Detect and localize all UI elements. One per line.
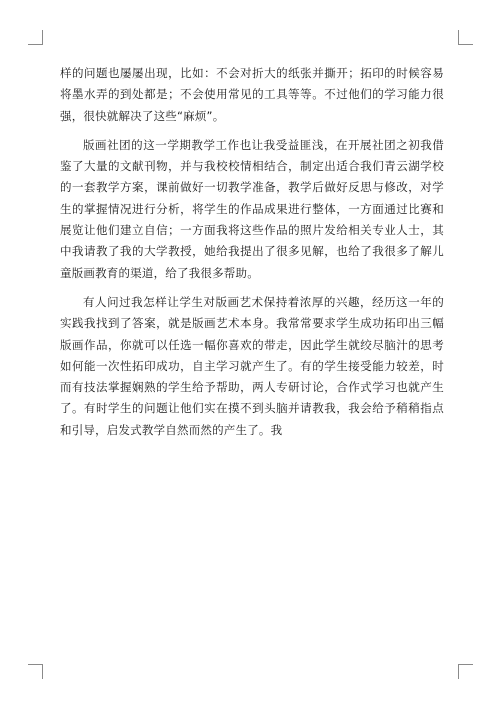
crop-mark-top-right [458, 30, 473, 45]
paragraph-continuation: 样的问题也屡屡出现，比如：不会对折大的纸张并撕开；拓印的时候容易将墨水弄的到处都是；不会使用常见的工具等等。不过他们的学习能力很强，很快就解决了这些“麻烦”。 [60, 66, 444, 123]
crop-mark-bottom-right [458, 664, 473, 679]
paragraph-student-interest: 有人问过我怎样让学生对版画艺术保持着浓厚的兴趣，经历这一年的实践我找到了答案，就是版画艺术本身。我常常要求学生成功拓印出三幅版画作品，你就可以任选一幅你喜欢的带走，因此学生就绞尽脑汁的思考如何能一次性拓印成功，自主学习就产生了。有的学生接受能力较差，时而有技法掌握娴熟的学生给予帮助，两人专研讨论，合作式学习也就产生了。有时学生的问题让他们实在摸不到头脑并请教我，我会给予稍稍指点和引导，启发式教学自然而然的产生了。我 [60, 294, 444, 437]
crop-mark-bottom-left [28, 664, 43, 679]
document-body [60, 63, 444, 449]
paragraph-teaching-reflection: 版画社团的这一学期教学工作也让我受益匪浅，在开展社团之初我借鉴了大量的文献刊物，并与我校校情相结合，制定出适合我们青云湖学校的一套教学方案，课前做好一切教学准备，教学后做好反思与修改，对学生的掌握情况进行分析，将学生的作品成果进行整体，一方面通过比赛和展览让他们建立自信；一方面我将这些作品的照片发给相关专业人士，其中我请教了我的大学教授，她给我提出了很多见解，也给了我很多了解儿童版画教育的渠道，给了我很多帮助。 [60, 137, 444, 280]
crop-mark-top-left [28, 30, 43, 45]
